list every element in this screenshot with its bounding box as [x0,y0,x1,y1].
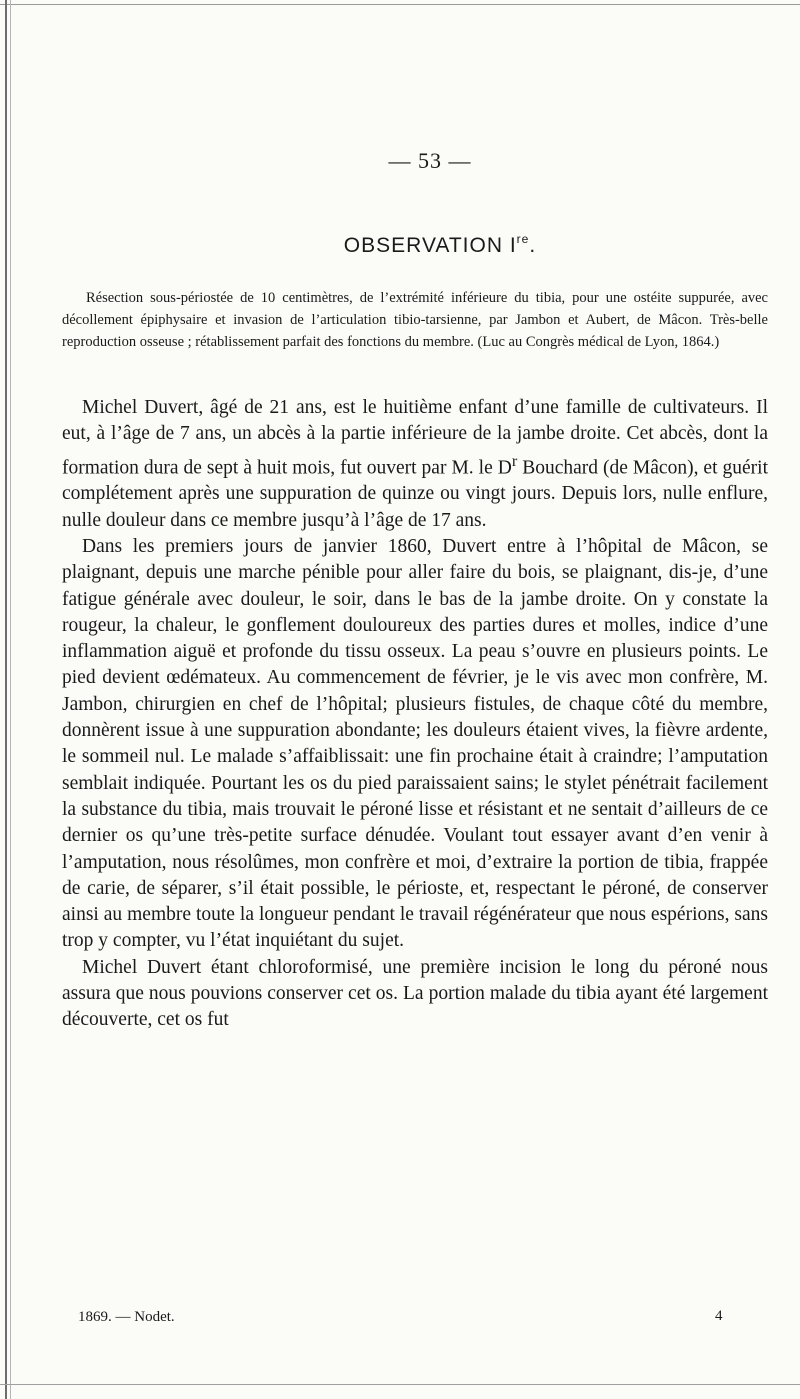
doctor-abbrev-superscript: r [511,451,518,470]
footer-sheet-number: 4 [715,1308,723,1324]
body-text [62,395,768,1034]
page-number: — 53 — [388,148,472,173]
paragraph-3: Michel Duvert étant chloroformisé, une première incision le long du péroné nous assura que nous pouvions conserver cet os. La portion malade du tibia ayant été largement découverte, cet os fut [62,956,768,1031]
left-inner-border-line [10,0,11,1399]
observation-title-superscript: re [516,232,530,246]
observation-title-suffix: . [529,234,537,257]
left-border-line [5,0,7,1399]
paragraph-2: Dans les premiers jours de janvier 1860, Duvert entre à l’hôpital de Mâcon, se plaignant, depuis une marche pénible pour aller faire du bois, se plaignant, dis-je, d’une fatigue générale avec douleur, le soir, dans le bas de la jambe droite. On y constate la rougeur, la chaleur, le gonflement douloureux des parties dures et molles, indice d’une inflammation aiguë et profonde du tissu osseux. La peau s’ouvre en plusieurs points. Le pied devient œdémateux. Au commencement de février, je le vis avec mon confrère, M. Jambon, chirurgien en chef de l’hôpital; plusieurs fistules, de chaque côté du membre, donnèrent issue à une suppuration abondante; les douleurs étaient vives, la fièvre ardente, le sommeil nul. Le malade s’affaiblissait: une fin prochaine était à craindre; l’amputation semblait indiquée. Pourtant les os du pied paraissaient sains; le stylet pénétrait facilement la substance du tibia, mais trouvait le péroné lisse et résistant et ne sentait d’ailleurs de ce dernier os qu’une très-petite surface dénudée. Voulant tout essayer avant d’en venir à l’amputation, nous résolûmes, mon confrère et moi, d’extraire la portion de tibia, frappée de carie, de séparer, s’il était possible, le périoste, et, respectant le péroné, de conserver ainsi au membre toute la longueur pendant le travail régénérateur que nous espérions, sans trop y compter, vu l’état inquiétant du sujet. [62,535,768,952]
observation-summary: Résection sous-périostée de 10 centimètres, de l’extrémité inférieure du tibia, pour une ostéite suppurée, avec décollement épiphysaire et invasion de l’articulation tibio-tarsienne, par Jambon et Aubert, de Mâcon. Très-belle reproduction osseuse ; rétablissement parfait des fonctions du membre. (Luc au Congrès médical de Lyon, 1864.) [62,290,768,350]
paragraph-1-end: Bouchard (de Mâcon), et guérit complétement après une suppuration de quinze ou vingt jours. Depuis lors, nulle enflure, nulle douleur dans ce membre jusqu’à l’âge de 17 ans. [62,457,768,531]
observation-heading [0,232,800,258]
observation-title: OBSERVATION I [343,234,517,257]
paragraph-1 [62,395,768,534]
top-border-line [0,4,800,5]
paragraph-1-start: Michel Duvert, âgé de 21 ans, est le huitième enfant d’une famille de cultivateurs. Il eut, à l’âge de 7 ans, un abcès à la partie inférieure de la jambe droite. Cet abcès, dont la formation dura de sept à huit mois, fut ouvert par M. le D [62,397,768,479]
footer-signature: 1869. — Nodet. [78,1309,175,1325]
bottom-border-line [0,1384,800,1385]
